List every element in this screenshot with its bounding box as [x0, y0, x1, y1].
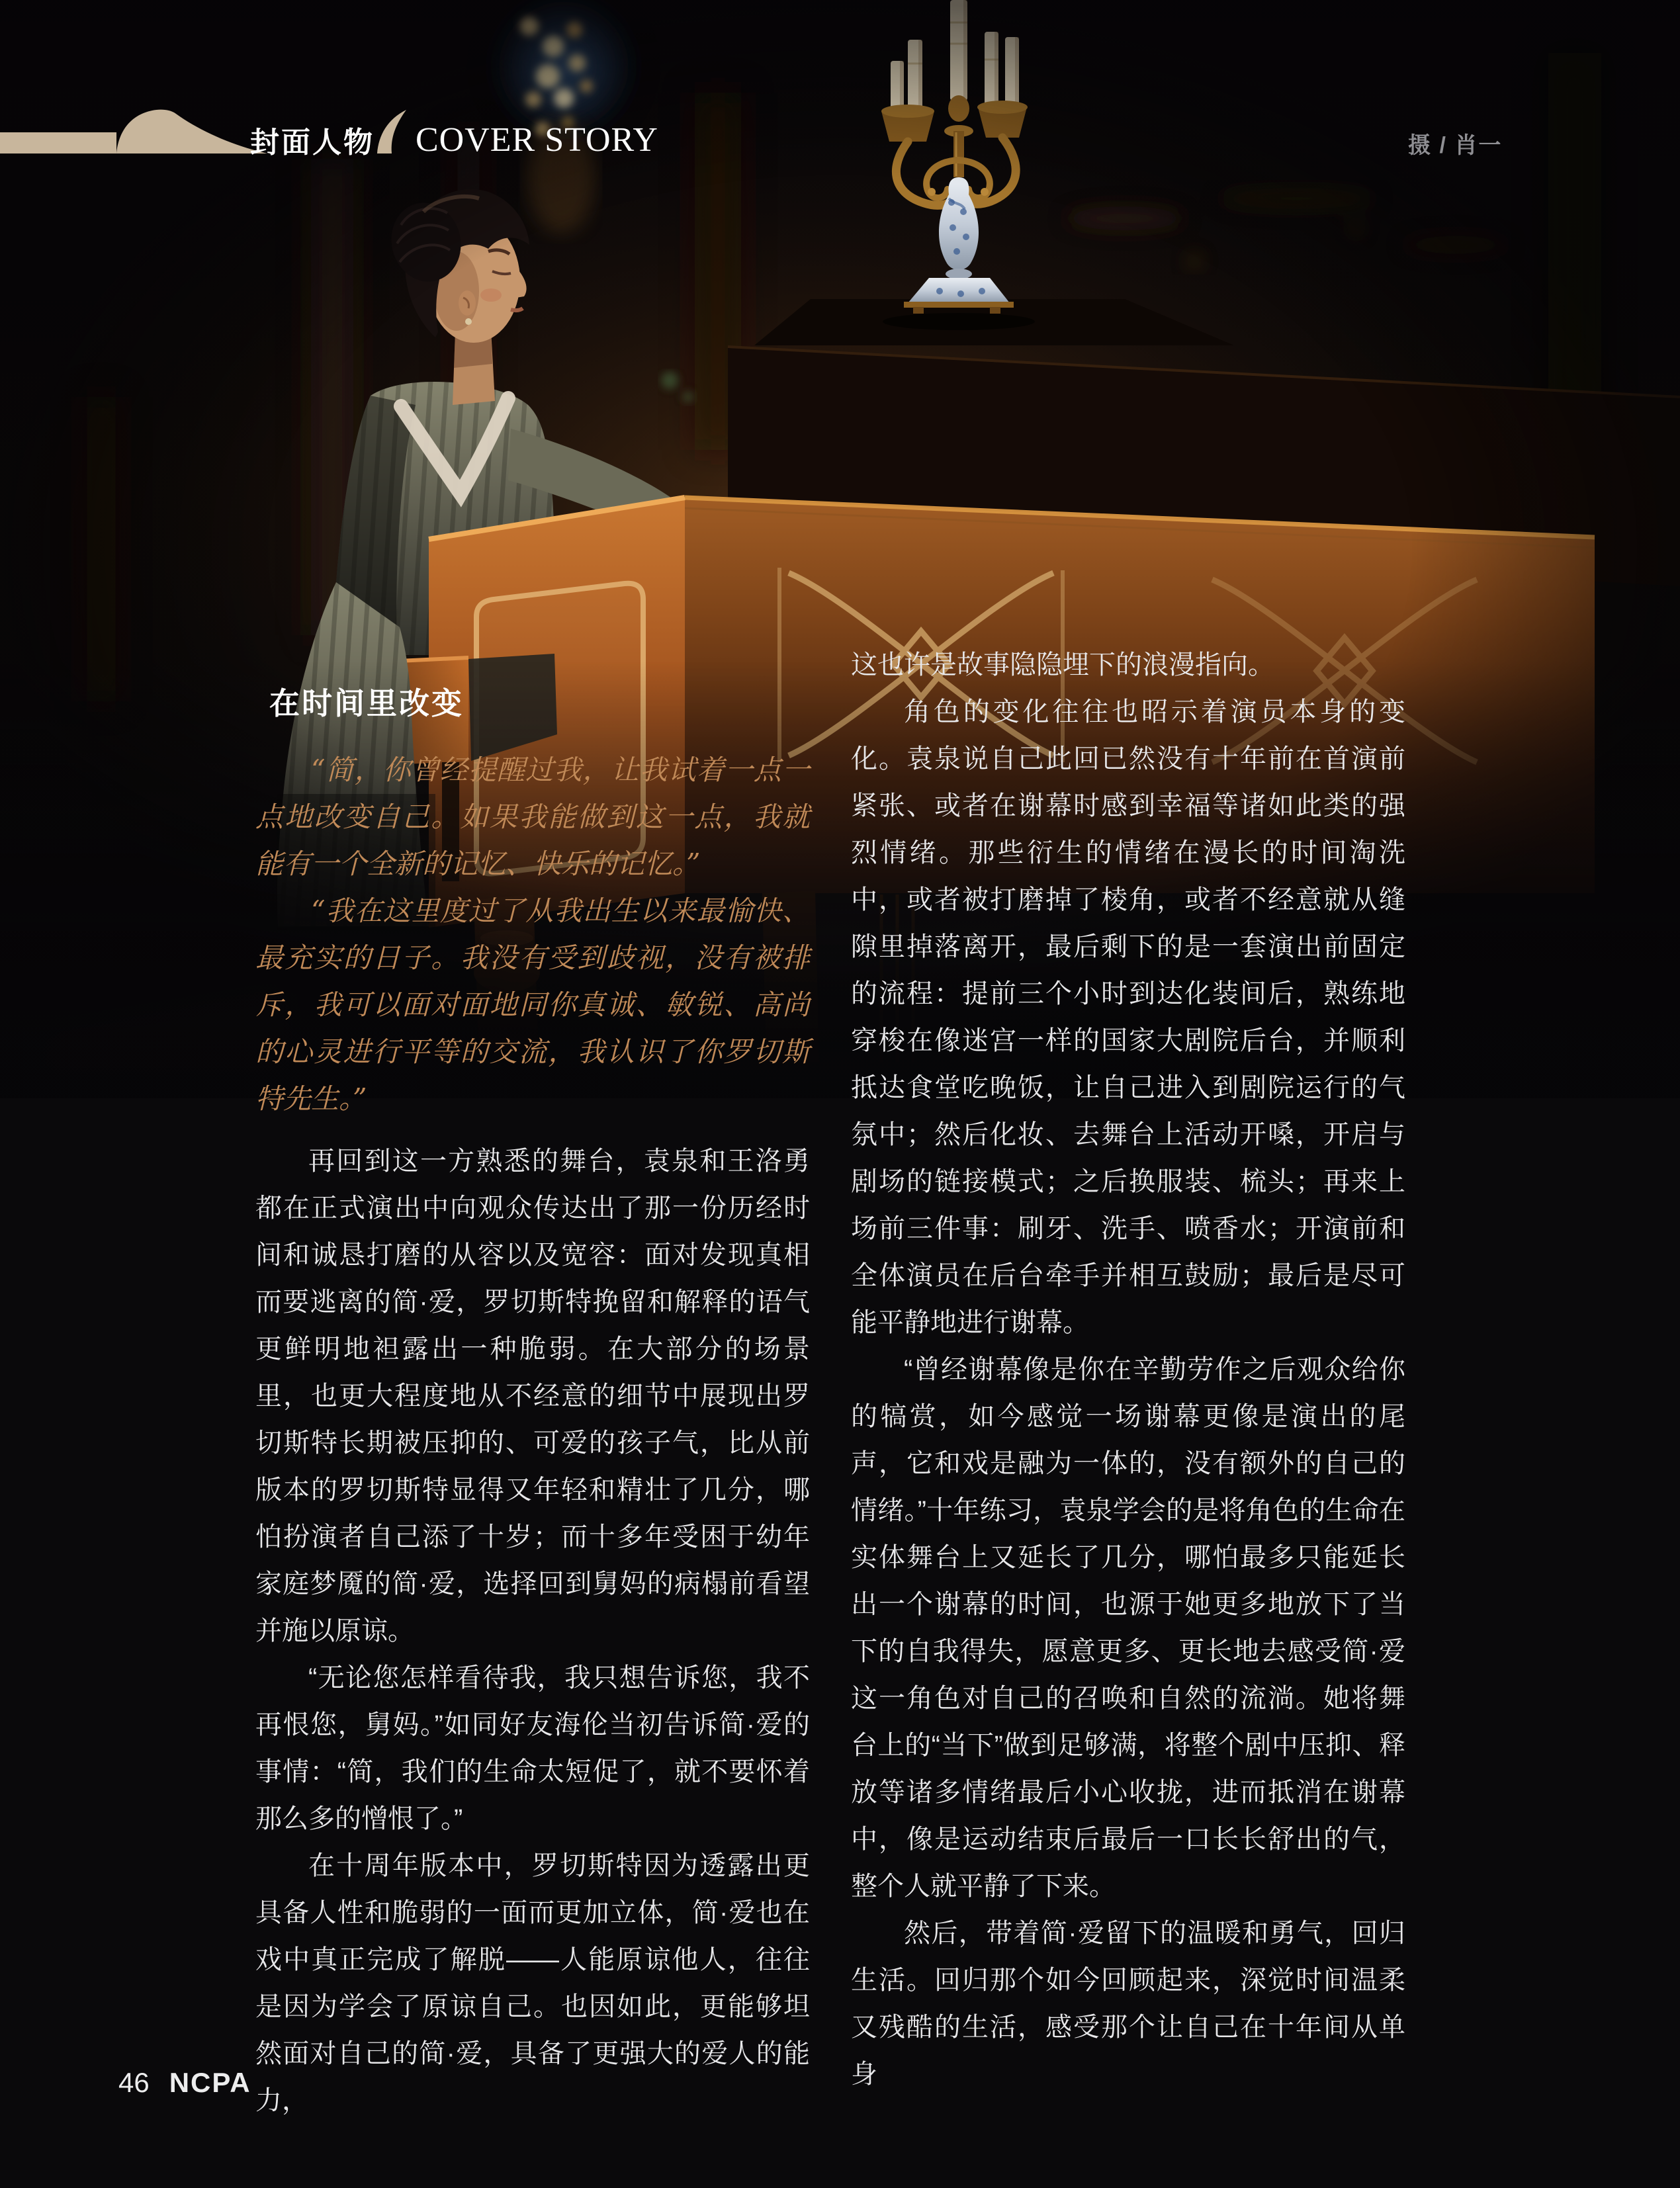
quote-paragraph: “简，你曾经提醒过我，让我试着一点一点地改变自己。如果我能做到这一点，我就能有一个全新的记忆、快乐的记忆。” [255, 754, 810, 880]
quote-paragraph: “我在这里度过了从我出生以来最愉快、最充实的日子。我没有受到歧视，没有被排斥，我可以面对面地同你真诚、敏锐、高尚的心灵进行平等的交流，我认识了你罗切斯特先生。” [255, 895, 810, 1115]
left-column [255, 1138, 810, 2124]
page-number: 46 [118, 2067, 150, 2098]
paragraph: 这也许是故事隐隐埋下的浪漫指向。 [851, 650, 1274, 679]
photo-credit: 摄 / 肖一 [1408, 133, 1503, 158]
paragraph: 然后，带着简·爱留下的温暖和勇气，回归生活。回归那个如今回顾起来，深觉时间温柔又残酷的生活，感受那个让自己在十年间从单身 [851, 1919, 1405, 2089]
paragraph: 在十周年版本中，罗切斯特因为透露出更具备人性和脆弱的一面而更加立体，简·爱也在戏中真正完成了解脱——人能原谅他人，往往是因为学会了原谅自己。也因如此，更能够坦然面对自己的简·爱，具备了更强大的爱人的能力， [255, 1851, 810, 2115]
header-swoosh-small-icon [371, 110, 409, 153]
page-footer [118, 2067, 251, 2099]
paragraph: 角色的变化往往也昭示着演员本身的变化。袁泉说自己此回已然没有十年前在首演前紧张、或者在谢幕时感到幸福等诸如此类的强烈情绪。那些衍生的情绪在漫长的时间淘洗中，或者被打磨掉了棱角，或者不经意就从缝隙里掉落离开，最后剩下的是一套演出前固定的流程：提前三个小时到达化装间后，熟练地穿梭在像迷宫一样的国家大剧院后台，并顺利抵达食堂吃晚饭，让自己进入到剧院运行的气氛中；然后化妆、去舞台上活动开嗓，开启与剧场的链接模式；之后换服装、梳头；再来上场前三件事：刷牙、洗手、喷香水；开演前和全体演员在后台牵手并相互鼓励；最后是尽可能平静地进行谢幕。 [851, 697, 1405, 1337]
header-rule [0, 132, 116, 153]
pull-quote-block [255, 746, 810, 1122]
magazine-logo: NCPA [169, 2067, 251, 2098]
paragraph: “曾经谢幕像是你在辛勤劳作之后观众给你的犒赏，如今感觉一场谢幕更像是演出的尾声，它和戏是融为一体的，没有额外的自己的情绪。”十年练习，袁泉学会的是将角色的生命在实体舞台上又延长了几分，哪怕最多只能延长出一个谢幕的时间，也源于她更多地放下了当下的自我得失，愿意更多、更长地去感受简·爱这一角色对自己的召唤和自然的流淌。她将舞台上的“当下”做到足够满，将整个剧中压抑、释放等诸多情绪最后小心收拢，进而抵消在谢幕中，像是运动结束后最后一口长长舒出的气，整个人就平静了下来。 [851, 1355, 1405, 1901]
article-heading: 在时间里改变 [269, 686, 464, 721]
section-title-en: COVER STORY [416, 121, 658, 159]
section-title-zh: 封面人物 [250, 126, 375, 159]
paragraph: 再回到这一方熟悉的舞台，袁泉和王洛勇都在正式演出中向观众传达出了那一份历经时间和诚恳打磨的从容以及宽容：面对发现真相而要逃离的简·爱，罗切斯特挽留和解释的语气更鲜明地袒露出一种脆弱。在大部分的场景里，也更大程度地从不经意的细节中展现出罗切斯特长期被压抑的、可爱的孩子气，比从前版本的罗切斯特显得又年轻和精壮了几分，哪怕扮演者自己添了十岁；而十多年受困于幼年家庭梦魇的简·爱，选择回到舅妈的病榻前看望并施以原谅。 [255, 1147, 810, 1645]
right-column [851, 642, 1405, 2098]
header-swoosh-icon [116, 109, 267, 153]
paragraph: “无论您怎样看待我，我只想告诉您，我不再恨您，舅妈。”如同好友海伦当初告诉简·爱的事情：“简，我们的生命太短促了，就不要怀着那么多的憎恨了。” [255, 1663, 810, 1833]
